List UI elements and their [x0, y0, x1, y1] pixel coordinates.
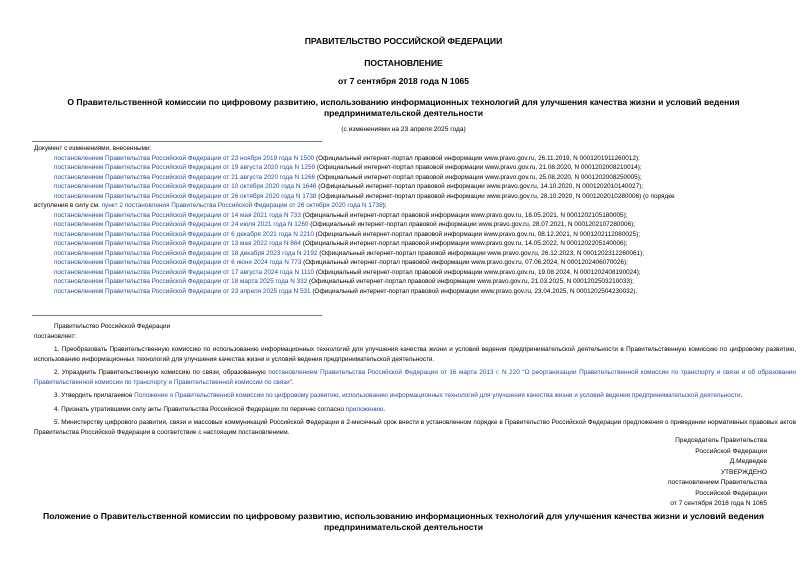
- amendment-item: [34, 173, 794, 183]
- paragraph-4: [34, 405, 796, 415]
- amendment-link[interactable]: постановлением Правительства Российской Федерации от 23 апреля 2025 года N 531: [54, 287, 311, 295]
- amendment-item: [34, 163, 794, 173]
- paragraph-1: 1. Преобразовать Правительственную комиссию по использованию информационных технологий для улучшения качества жизни и условий ведения предпринимательской деятельности в Правительственную комиссию по цифровому развитию, использованию информационных технологий для улучшения качества жизни и условий ведения предпринимательской деятельности.: [34, 346, 796, 363]
- paragraph-3-text: 3. Утвердить прилагаемое: [54, 392, 135, 399]
- amendment-source: (Официальный интернет-портал правовой информации www.pravo.gov.ru, 25.08.2020, N 0001202008250005);: [315, 173, 642, 181]
- amendment-link[interactable]: постановлением Правительства Российской Федерации от 6 июня 2024 года N 773: [54, 259, 302, 266]
- amendment-item: [34, 211, 794, 221]
- amendment-link[interactable]: постановлением Правительства Российской Федерации от 18 марта 2025 года N 332: [54, 278, 308, 285]
- amendment-source: (Официальный интернет-портал правовой информации www.pravo.gov.ru, 18.05.2021, N 0001202105180005);: [300, 211, 628, 219]
- amendment-link[interactable]: постановлением Правительства Российской Федерации от 24 июля 2021 года N 1260: [54, 221, 309, 228]
- paragraph-2: [34, 368, 796, 387]
- amendment-link[interactable]: постановлением Правительства Российской Федерации от 26 октября 2020 года N 1738: [54, 192, 317, 200]
- changes-note: (с изменениями на 23 апреля 2025 года): [341, 126, 466, 133]
- document-body: [34, 322, 796, 441]
- amendment-link[interactable]: постановлением Правительства Российской Федерации от 17 августа 2024 года N 1110: [54, 268, 315, 276]
- amendment-item: [34, 239, 794, 249]
- amendment-source: (Официальный интернет-портал правовой информации www.pravo.gov.ru, 26.12.2023, N 0001202312260061);: [317, 249, 645, 257]
- divider-bottom: [32, 315, 322, 316]
- amendment-source: (Официальный интернет-портал правовой информации www.pravo.gov.ru, 28.10.2020, N 0001202010280006) (о порядке: [316, 192, 675, 200]
- approval-line: УТВЕРЖДЕНО: [720, 468, 767, 476]
- signature-line: Российской Федерации: [695, 447, 767, 455]
- paragraph-4-link[interactable]: приложению: [345, 405, 384, 413]
- paragraph-5: 5. Министерству цифрового развития, связи и массовых коммуникаций Российской Федерации в 2-месячный срок внести в установленном порядке в Правительство Российской Федерации предложения о приведении нормативных правовых актов Правительства Российской Федерации в соответствие с настоящим постановлением.: [34, 419, 796, 436]
- amendment-item: [34, 182, 794, 192]
- amendment-source: (Официальный интернет-портал правовой информации www.pravo.gov.ru, 21.03.2025, N 0001202503210033);: [307, 278, 634, 285]
- amendment-source: (Официальный интернет-портал правовой информации www.pravo.gov.ru, 08.12.2021, N 0001202112080025);: [313, 230, 640, 238]
- paragraph-2-link[interactable]: постановлением Правительства Российской Федерации от 16 марта 2013 г. N 220 "О реорганизации Правительственной комиссии по транспорту и связи и об образовании Правительственной комиссии по транспорту и Правительственной комиссии по связи": [34, 369, 796, 386]
- paragraph-4-end: .: [383, 405, 386, 413]
- amendment-item: [34, 154, 794, 164]
- amendment-source: (Официальный интернет-портал правовой информации www.pravo.gov.ru, 26.11.2019, N 0001201911260012);: [314, 154, 640, 162]
- government-heading: ПРАВИТЕЛЬСТВО РОССИЙСКОЙ ФЕДЕРАЦИИ: [304, 36, 503, 46]
- approval-line: Российской Федерации: [695, 489, 767, 497]
- amendment-source: (Официальный интернет-портал правовой информации www.pravo.gov.ru, 23.04.2025, N 0001202504230032).: [310, 287, 638, 295]
- intro-line-1: Правительство Российской Федерации: [54, 323, 171, 330]
- signature-line: Д.Медведев: [729, 458, 767, 465]
- amendments-intro: Документ с изменениями, внесенными:: [34, 145, 152, 152]
- document-title: О Правительственной комиссии по цифровому развитию, использованию информационных технологий для улучшения качества жизни и условий ведения предпринимательской деятельности: [67, 97, 740, 118]
- divider-top: [32, 141, 322, 142]
- amendment-item: [34, 192, 794, 202]
- amendment-link[interactable]: постановлением Правительства Российской Федерации от 10 октября 2020 года N 1646: [54, 183, 317, 190]
- amendment-item: [34, 230, 794, 240]
- paragraph-4-text: 4. Признать утратившими силу акты Правительства Российской Федерации по перечню согласно: [54, 405, 346, 413]
- amendment-source: (Официальный интернет-портал правовой информации www.pravo.gov.ru, 19.08.2024, N 0001202408190024);: [314, 268, 641, 276]
- paragraph-3: [34, 391, 796, 401]
- amendment-item: [34, 249, 794, 259]
- approval-line: от 7 сентября 2018 года N 1065: [670, 500, 767, 507]
- paragraph-3-end: .: [740, 392, 743, 399]
- amendment-link[interactable]: постановлением Правительства Российской Федерации от 14 мая 2021 года N 733: [54, 211, 301, 219]
- approval-line: постановлением Правительства: [667, 479, 767, 486]
- amendment-source: );: [382, 202, 387, 209]
- paragraph-3-link[interactable]: Положение о Правительственной комиссии по цифровому развитию, использованию информационных технологий для улучшения качества жизни и условий ведения предпринимательской деятельности: [134, 392, 741, 399]
- amendment-source: (Официальный интернет-портал правовой информации www.pravo.gov.ru, 28.07.2021, N 0001202107280006);: [308, 221, 636, 228]
- amendment-link[interactable]: пункт 2 постановления Правительства Российской Федерации от 26 октября 2020 года N 1738: [101, 202, 383, 209]
- amendment-source: (Официальный интернет-портал правовой информации www.pravo.gov.ru, 14.05.2022, N 0001202205140006);: [300, 240, 628, 247]
- amendment-link[interactable]: постановлением Правительства Российской Федерации от 21 августа 2020 года N 1266: [54, 173, 316, 181]
- amendment-source: (Официальный интернет-портал правовой информации www.pravo.gov.ru, 07.06.2024, N 0001202406070026);: [301, 259, 628, 266]
- signature-block: [507, 436, 767, 510]
- amendment-link[interactable]: постановлением Правительства Российской Федерации от 6 декабря 2021 года N 2210: [54, 230, 314, 238]
- amendment-source: (Официальный интернет-портал правовой информации www.pravo.gov.ru, 14.10.2020, N 0001202010140027);: [316, 183, 644, 190]
- amendment-link[interactable]: постановлением Правительства Российской Федерации от 13 мая 2022 года N 864: [54, 240, 301, 247]
- amendments-list: [34, 144, 794, 296]
- document-type-heading: ПОСТАНОВЛЕНИЕ: [364, 58, 443, 68]
- amendment-item: [34, 201, 794, 211]
- amendment-item: [34, 268, 794, 278]
- signature-line: Председатель Правительства: [675, 437, 767, 444]
- amendment-item: [34, 287, 794, 297]
- paragraph-2-text: 2. Упразднить Правительственную комиссию по связи, образованную: [54, 369, 269, 376]
- amendment-item: [34, 277, 794, 287]
- amendment-prefix: вступления в силу см.: [34, 202, 102, 209]
- amendment-link[interactable]: постановлением Правительства Российской Федерации от 19 августа 2020 года N 1259: [54, 164, 316, 171]
- intro-line-2: постановляет:: [34, 332, 77, 340]
- document-date-number: от 7 сентября 2018 года N 1065: [337, 76, 470, 86]
- amendment-link[interactable]: постановлением Правительства Российской Федерации от 23 ноября 2019 года N 1500: [54, 154, 315, 162]
- amendment-link[interactable]: постановлением Правительства Российской Федерации от 18 декабря 2023 года N 2192: [54, 249, 318, 257]
- amendment-source: (Официальный интернет-портал правовой информации www.pravo.gov.ru, 21.08.2020, N 0001202008210014);: [315, 164, 642, 171]
- paragraph-2-end: .: [291, 378, 294, 386]
- amendment-item: [34, 220, 794, 230]
- amendment-item: [34, 258, 794, 268]
- regulation-title: Положение о Правительственной комиссии по цифровому развитию, использованию информационных технологий для улучшения качества жизни и условий ведения предпринимательской деятельности: [43, 511, 764, 532]
